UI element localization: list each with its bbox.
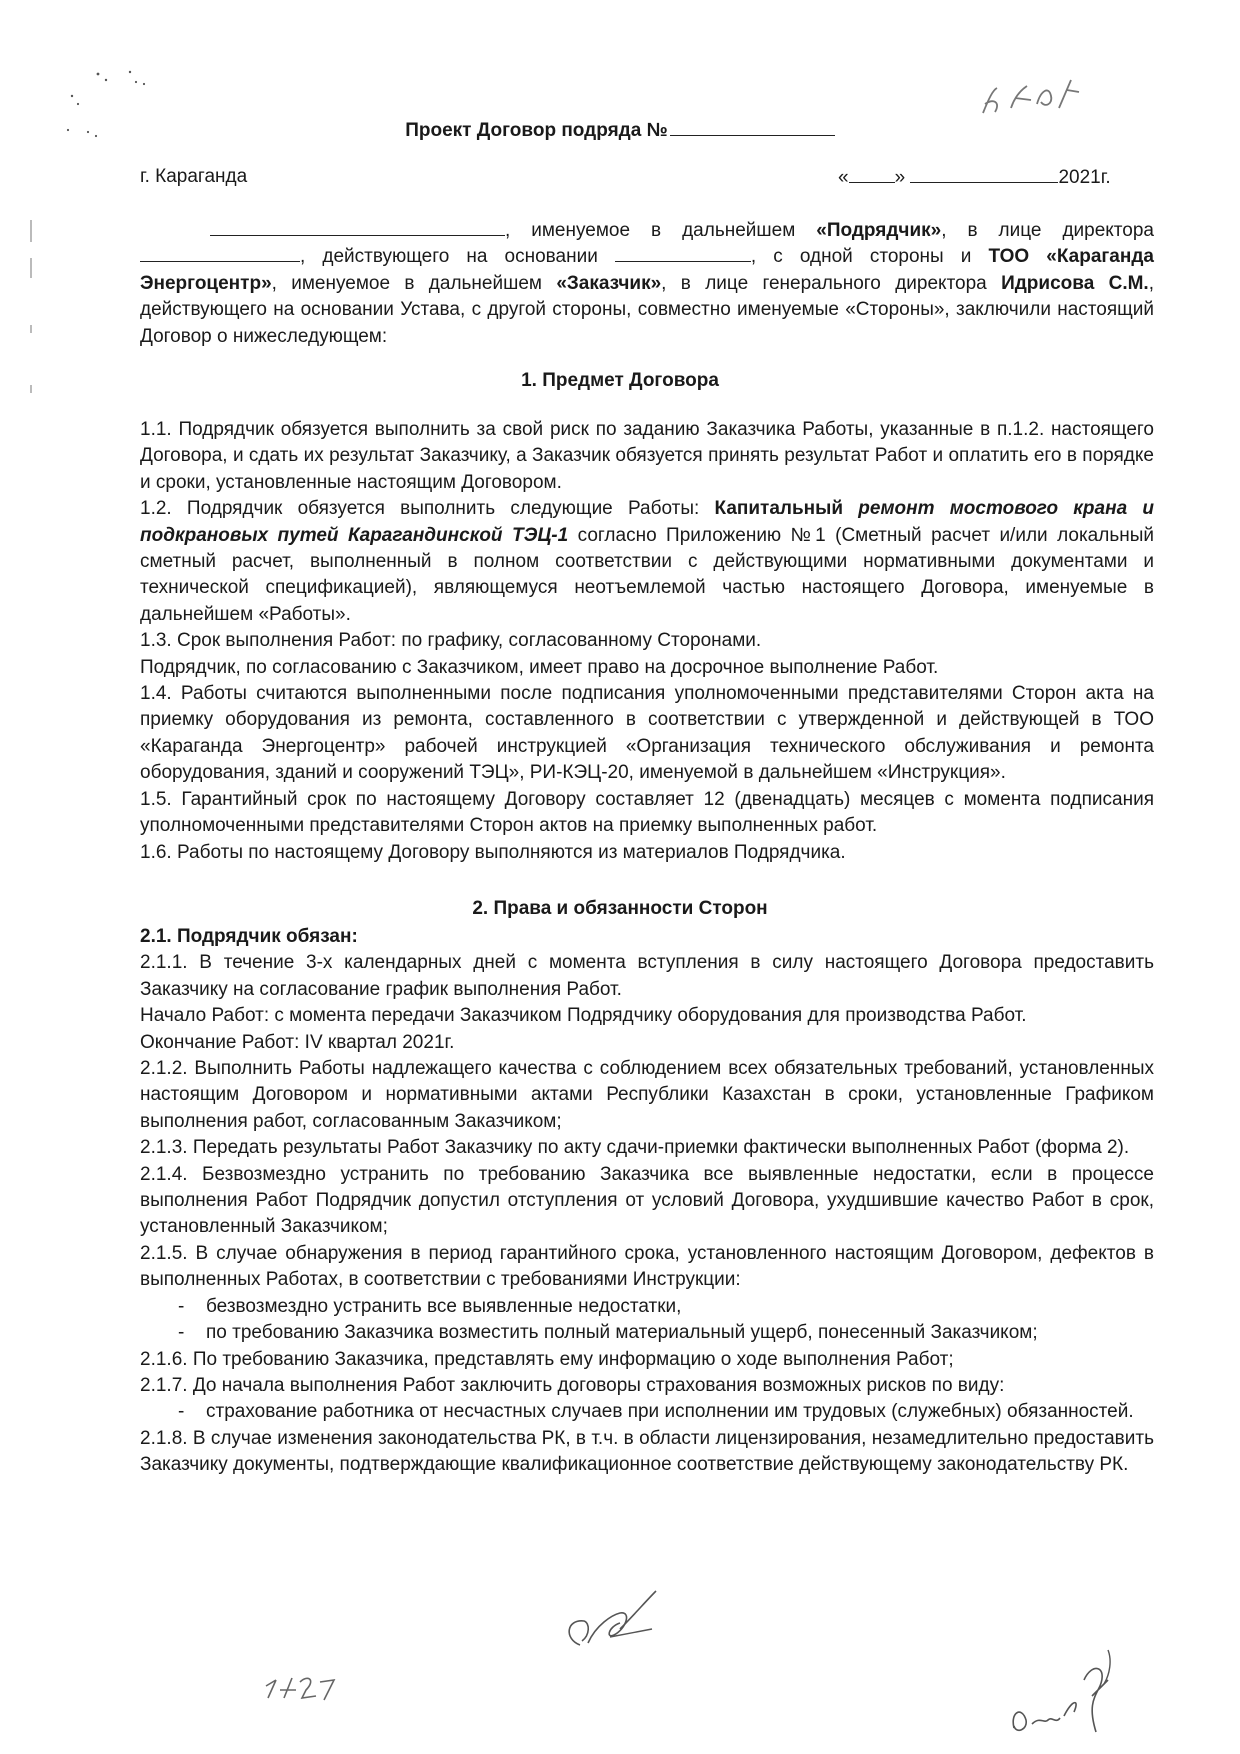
section-2-body bbox=[140, 924, 1154, 1479]
clause-1-5: 1.5. Гарантийный срок по настоящему Договору составляет 12 (двенадцать) месяцев с момента подписания уполномоченными представителями Сторон актов на приемку выполненных работ. bbox=[140, 788, 1154, 837]
clause-2-1-heading: 2.1. Подрядчик обязан: bbox=[140, 926, 358, 947]
intro-paragraph: , именуемое в дальнейшем «Подрядчик», в лице директора , действующего на основании , с одной стороны и ТОО «Караганда Энергоцентр», именуемое в дальнейшем «Заказчик», в лице генерального директора Идрисова С.М., действующего на основании Устава, с другой стороны, совместно именуемые «Стороны», заключили настоящий Договор о нижеследующем: bbox=[140, 220, 1154, 347]
signature-right bbox=[1000, 1640, 1140, 1740]
contract-number-blank bbox=[670, 117, 835, 136]
clause-2-1-7: 2.1.7. До начала выполнения Работ заключить договоры страхования возможных рисков по виду: bbox=[140, 1374, 1005, 1396]
clause-2-1-6: 2.1.6. По требованию Заказчика, представлять ему информацию о ходе выполнения Работ; bbox=[140, 1348, 954, 1370]
works-start: Начало Работ: с момента передачи Заказчиком Подрядчику оборудования для производства Работ. bbox=[140, 1005, 1027, 1027]
clause-1-2: 1.2. Подрядчик обязуется выполнить следующие Работы: Капитальный ремонт мостового крана и подкрановых путей Карагандинской ТЭЦ-1 согласно Приложению №1 (Сметный расчет и/или локальный сметный расчет, выполненный в полном соответствии с действующими нормативными документами и технической спецификацией), являющемуся неотъемлемой частью настоящего Договора, именуемые в дальнейшем «Работы». bbox=[140, 498, 1154, 625]
signature-center bbox=[560, 1585, 680, 1665]
margin-mark bbox=[30, 325, 32, 333]
section-1-body bbox=[140, 417, 1154, 866]
handwritten-page-mark bbox=[262, 1668, 342, 1708]
clause-1-3-note: Подрядчик, по согласованию с Заказчиком, имеет право на досрочное выполнение Работ. bbox=[140, 656, 939, 678]
clause-1-3: 1.3. Срок выполнения Работ: по графику, согласованному Сторонами. bbox=[140, 630, 762, 652]
city: г. Караганда bbox=[140, 166, 248, 187]
document-title: Проект Договор подряда № bbox=[0, 117, 1240, 142]
clause-1-4: 1.4. Работы считаются выполненными после подписания уполномоченными представителями Сторон акта на приемку оборудования из ремонта, составленного в соответствии с утвержденной и действующей в ТОО «Караганда Энергоцентр» рабочей инструкцией «Организация технического обслуживания и ремонта оборудования, зданий и сооружений ТЭЦ», РИ-КЭЦ-20, именуемой в дальнейшем «Инструкция». bbox=[140, 683, 1154, 784]
clause-2-1-3: 2.1.3. Передать результаты Работ Заказчику по акту сдачи-приемки фактически выполненных Работ (форма 2). bbox=[140, 1137, 1130, 1159]
clause-2-1-5: 2.1.5. В случае обнаружения в период гарантийного срока, установленного настоящим Договором, дефектов в выполненных Работах, в соответствии с требованиями Инструкции: bbox=[140, 1242, 1154, 1291]
clause-2-1-4: 2.1.4. Безвозмездно устранить по требованию Заказчика все выявленные недостатки, если в процессе выполнения Работ Подрядчик допустил отступления от условий Договора, ухудшившие качество Работ в срок, установленный Заказчиком; bbox=[140, 1163, 1154, 1238]
clause-2-1-8: 2.1.8. В случае изменения законодательства РК, в т.ч. в области лицензирования, незамедлительно предоставить Заказчику документы, подтверждающие квалификационное соответствие действующему законодательству РК. bbox=[140, 1427, 1154, 1476]
list-item: - безвозмездно устранить все выявленные недостатки, bbox=[178, 1295, 682, 1317]
list-item: - страхование работника от несчастных случаев при исполнении им трудовых (служебных) обязанностей. bbox=[178, 1401, 1134, 1423]
clause-2-1-2: 2.1.2. Выполнить Работы надлежащего качества с соблюдением всех обязательных требований, установленных настоящим Договором и нормативными актами Республики Казахстан в сроки, установленные Графиком выполнения работ, согласованным Заказчиком; bbox=[140, 1058, 1154, 1132]
section-2-heading: 2. Права и обязанности Сторон bbox=[472, 898, 768, 919]
contract-date: « » 2021г. bbox=[838, 167, 1111, 188]
margin-mark bbox=[30, 258, 32, 278]
clause-1-1: 1.1. Подрядчик обязуется выполнить за свой риск по заданию Заказчика Работы, указанные в п.1.2. настоящего Договора, и сдать их результат Заказчику, а Заказчик обязуется принять результат Работ и оплатить его в порядке и сроки, установленные настоящим Договором. bbox=[140, 419, 1154, 493]
clause-1-6: 1.6. Работы по настоящему Договору выполняются из материалов Подрядчика. bbox=[140, 841, 846, 863]
margin-mark bbox=[30, 220, 32, 242]
list-item: - по требованию Заказчика возместить полный материальный ущерб, понесенный Заказчиком; bbox=[178, 1322, 1038, 1344]
section-1-heading: 1. Предмет Договора bbox=[521, 370, 719, 391]
clause-2-1-1: 2.1.1. В течение 3-х календарных дней с момента вступления в силу настоящего Договора предоставить Заказчику на согласование график выполнения Работ. bbox=[140, 952, 1154, 1000]
works-end: Окончание Работ: IV квартал 2021г. bbox=[140, 1031, 455, 1053]
